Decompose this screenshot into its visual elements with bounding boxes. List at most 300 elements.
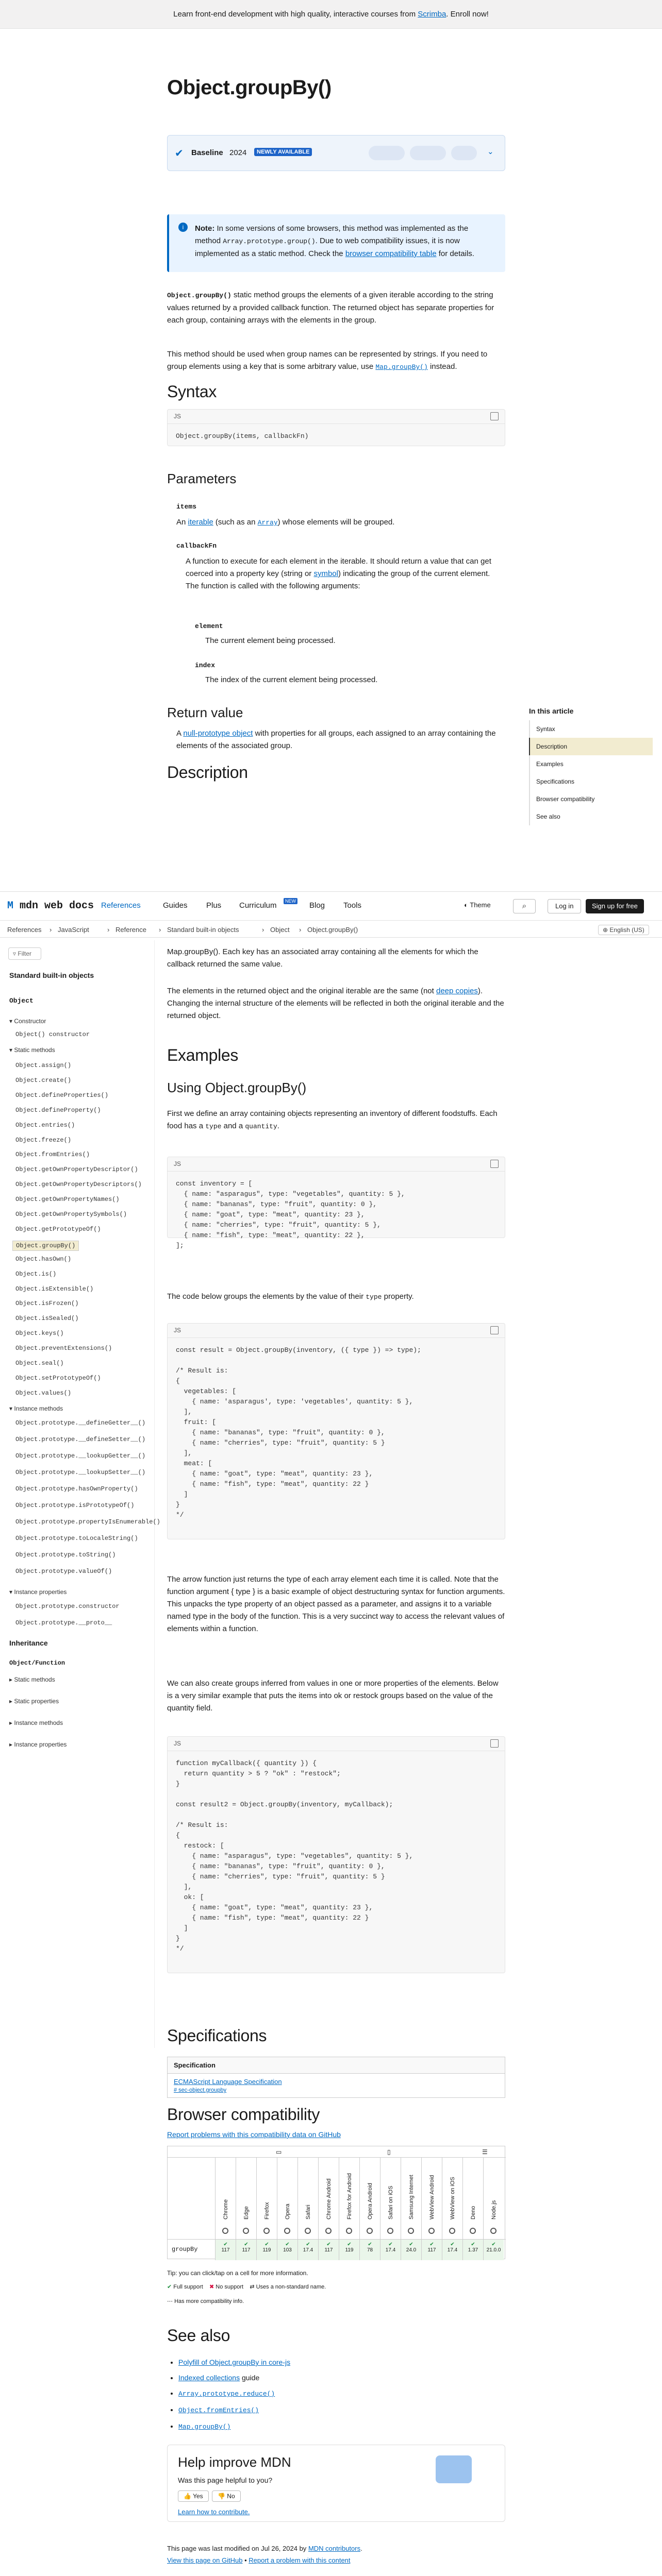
non-standard-icon: ⇄ [250, 2284, 255, 2290]
sidebar-item[interactable]: Object.seal() [15, 1360, 64, 1367]
sidebar-item[interactable]: Object.preventExtensions() [15, 1345, 112, 1352]
description-text-2 [167, 985, 505, 1022]
compat-version: 117 [324, 2247, 333, 2253]
code: const result = Object.groupBy(inventory, ({ type }) => type); /* Result is: { vegetables: [ { name: 'asparagus', type: 'vegetables', quantity: 5 }, ], fruit: [ { name: "bananas", type: "fruit", quantity: 0 }, { name: "cherries", type: "fruit", quantity: 5 } ], meat: [ { name: "goat", type: "meat", quantity: 23 }, { name: "fish", type: "meat", quantity: 22 } ] } */ [176, 1346, 421, 1519]
intro2-end: instead. [429, 362, 457, 371]
text: guide [241, 2374, 260, 2382]
theme-label: Theme [470, 901, 491, 909]
browser-logo-icon [243, 2228, 249, 2234]
full-support-icon: ✔ [285, 2242, 290, 2247]
banner-text: Learn front-end development with high quality, interactive courses from [173, 10, 418, 19]
sidebar-section[interactable]: ▸ Static properties [9, 1698, 59, 1705]
section-label: Instance methods [14, 1405, 63, 1412]
browser-logo-icon [284, 2228, 290, 2234]
crumb[interactable]: Reference [115, 926, 146, 934]
baseline-label: Baseline [191, 148, 223, 157]
param-index-desc: The index of the current element being processed. [205, 675, 378, 684]
no-support-icon: ✖ [209, 2284, 214, 2290]
sidebar-item-active[interactable]: Object.groupBy() [12, 1241, 79, 1251]
nav-guides[interactable]: Guides [163, 901, 188, 910]
compat-browser-header [462, 2158, 483, 2239]
see-also-link[interactable]: Polyfill of Object.groupBy in core-js [178, 2358, 291, 2366]
examples-paragraph-1 [167, 1108, 505, 1133]
browser-name: Safari [305, 2205, 311, 2219]
inline-code: quantity [245, 1123, 277, 1130]
no-button[interactable] [212, 2490, 241, 2502]
toc-item[interactable]: Examples [536, 760, 564, 768]
toc-item[interactable]: Browser compatibility [536, 795, 595, 803]
article-top [0, 29, 662, 905]
browser-name: WebView on iOS [450, 2177, 456, 2219]
compat-cell[interactable] [256, 2240, 277, 2260]
browser-name: Opera [285, 2204, 291, 2219]
sidebar-item[interactable]: Object.getOwnPropertyNames() [15, 1196, 120, 1204]
sidebar-section-instance-properties[interactable]: ▾ Instance properties [9, 1588, 67, 1596]
compat-version: 17.4 [385, 2247, 396, 2253]
list-item [178, 2354, 290, 2370]
examples-paragraph-3: The arrow function just returns the type of each array element each time it is called. Note that the function argument { type } is a basic example of object destructuring syntax for function arguments. This unpacks the type property of an object passed as a parameter, and assigns it to a variable named type in the body of the function. This is a very succinct way to access the relevant values of elements within a function. [167, 1575, 505, 1633]
sidebar-inheritance: Inheritance [9, 1639, 48, 1647]
full-support-icon: ✔ [264, 2242, 269, 2247]
compat-cell[interactable] [462, 2240, 483, 2260]
login-button[interactable]: Log in [548, 899, 581, 913]
text: ) indicating the group of the current element. The function is called with the following arguments: [186, 569, 490, 590]
see-also-link[interactable]: Map.groupBy() [178, 2423, 231, 2431]
sidebar-item[interactable]: Object.fromEntries() [15, 1151, 90, 1159]
list-item [178, 2370, 290, 2385]
sidebar-item[interactable]: Object.prototype.__lookupGetter__() [15, 1452, 146, 1460]
return-value-heading: Return value [167, 705, 243, 720]
note-text-3: for details. [438, 249, 474, 258]
legend-label: No support [216, 2284, 244, 2290]
text: (such as an [215, 518, 256, 527]
more-info-icon: ⋯ [167, 2298, 173, 2304]
crumb[interactable]: Standard built-in objects [167, 926, 239, 934]
text: An [176, 518, 186, 527]
sidebar-item[interactable]: Object.assign() [15, 1062, 72, 1069]
contribute-link[interactable]: Learn how to contribute. [178, 2508, 250, 2516]
description-heading: Description [167, 763, 248, 782]
see-also-link[interactable]: Indexed collections [178, 2374, 240, 2382]
full-support-icon: ✔ [388, 2242, 393, 2247]
sidebar-item[interactable]: Object.prototype.toLocaleString() [15, 1535, 138, 1542]
chevron-down-icon[interactable]: ⌄ [487, 147, 494, 156]
last-modified: This page was last modified on Jul 26, 2024 by MDN contributors. [167, 2545, 362, 2552]
chevron-right-icon: › [107, 926, 110, 934]
compat-version: 117 [242, 2247, 251, 2253]
modified-date: Jul 26, 2024 [261, 2545, 297, 2552]
crumb[interactable]: JavaScript [58, 926, 89, 934]
parameters-heading: Parameters [167, 471, 237, 486]
server-icon: ☰ [482, 2148, 488, 2156]
browser-logo-icon [408, 2228, 414, 2234]
full-support-icon: ✔ [167, 2284, 172, 2290]
mdn-logo[interactable]: M mdn web docs [7, 900, 94, 912]
compat-table [167, 2146, 505, 2259]
return-value-desc [176, 727, 496, 752]
sidebar-item[interactable]: Object.getOwnPropertyDescriptor() [15, 1166, 138, 1174]
theme-switcher[interactable] [464, 901, 491, 909]
section-label: Static methods [14, 1676, 55, 1683]
yes-label: Yes [193, 2493, 203, 2500]
sidebar-section[interactable]: ▸ Instance methods [9, 1719, 63, 1726]
browser-name: Firefox for Android [346, 2173, 353, 2219]
legend-label: Has more compatibility info. [174, 2298, 244, 2304]
array-link[interactable]: Array [257, 519, 278, 527]
compat-version: 78 [367, 2247, 373, 2253]
list-item [178, 2418, 290, 2435]
section-label: Instance properties [14, 1741, 67, 1748]
help-improve-panel [167, 2445, 505, 2522]
compat-table-link[interactable]: browser compatibility table [345, 249, 437, 258]
sidebar-item[interactable]: Object.defineProperty() [15, 1106, 101, 1114]
language-select[interactable] [598, 925, 649, 935]
text: A function to execute for each element in the iterable. It should return a value that can get coerced into a property key (string or [186, 557, 491, 578]
code-lang: JS [174, 1327, 181, 1334]
spec-anchor[interactable]: # sec-object.groupby [174, 2087, 227, 2093]
browser-logo-icon [222, 2228, 228, 2234]
compat-browser-header [277, 2158, 297, 2239]
param-index: index [195, 662, 216, 669]
compat-row [168, 2239, 506, 2260]
full-support-icon: ✔ [429, 2242, 434, 2247]
sidebar-item[interactable]: Object() constructor [15, 1031, 90, 1038]
copy-icon[interactable] [490, 1739, 499, 1748]
baseline-panel[interactable] [167, 135, 505, 171]
promo-banner [0, 0, 662, 29]
code-lang: JS [174, 1740, 181, 1747]
browser-logo-icon [305, 2228, 311, 2234]
nav-tools[interactable]: Tools [343, 901, 362, 910]
sidebar-section[interactable]: ▸ Instance properties [9, 1741, 67, 1748]
syntax-heading: Syntax [167, 382, 217, 401]
browser-name: Safari on iOS [388, 2185, 394, 2219]
compat-browser-header [297, 2158, 318, 2239]
browser-logo-icon [263, 2228, 270, 2234]
sidebar-item[interactable]: Object.prototype.__defineGetter__() [15, 1419, 146, 1427]
filter-icon: ▿ [13, 950, 16, 957]
full-support-icon: ✔ [347, 2242, 352, 2247]
param-callbackfn: callbackFn [176, 542, 217, 550]
text: . [277, 1122, 279, 1130]
list-item [178, 2385, 290, 2402]
page-title: Object.groupBy() [167, 76, 332, 99]
sidebar-item[interactable]: Object.setPrototypeOf() [15, 1374, 101, 1382]
compat-legend [167, 2283, 505, 2290]
sidebar [0, 940, 160, 2048]
sidebar-title[interactable]: Standard built-in objects [9, 971, 94, 979]
compat-cell[interactable] [401, 2240, 421, 2260]
toc-item-active[interactable]: Description [529, 738, 653, 755]
table-of-contents [529, 707, 653, 825]
crumb[interactable]: Object [270, 926, 290, 934]
text: First we define an array containing objects representing an inventory of different foodstuffs. Each food has a [167, 1109, 498, 1130]
sidebar-item[interactable]: Object.is() [15, 1270, 57, 1278]
compat-browser-header [421, 2158, 442, 2239]
browser-name: Deno [470, 2206, 476, 2219]
full-support-icon: ✔ [471, 2242, 475, 2247]
compat-row-label: groupBy [172, 2246, 198, 2253]
null-prototype-link[interactable]: null-prototype object [183, 729, 253, 738]
code-block-groupby [167, 1323, 505, 1539]
sidebar-item[interactable]: Object.prototype.__defineSetter__() [15, 1436, 146, 1443]
compat-version: 24.0 [406, 2247, 417, 2253]
compat-version: 21.0.0 [486, 2247, 501, 2253]
see-also-link[interactable]: Object.fromEntries() [178, 2406, 259, 2414]
full-support-icon: ✔ [223, 2242, 228, 2247]
section-label: Constructor [14, 1018, 46, 1025]
compat-cell[interactable] [421, 2240, 442, 2260]
browser-name: Edge [243, 2206, 250, 2219]
browser-name: Firefox [264, 2202, 270, 2219]
view-github-link[interactable]: View this page on GitHub [167, 2556, 243, 2564]
code: const inventory = [ { name: "asparagus", type: "vegetables", quantity: 5 }, { name: "bananas", type: "fruit", quantity: 0 }, { name: "goat", type: "meat", quantity: 23 }, { name: "cherries", type: "fruit", quantity: 5 }, { name: "fish", type: "meat", quantity: 22 }, ]; [176, 1180, 405, 1249]
sidebar-section-instance-methods[interactable]: ▾ Instance methods [9, 1405, 63, 1412]
filter-input[interactable] [8, 947, 41, 960]
intro-code: Object.groupBy() [167, 292, 231, 299]
deep-copies-link[interactable]: deep copies [436, 987, 478, 995]
sidebar-function[interactable]: Object/Function [9, 1659, 65, 1667]
intro-text: static method groups the elements of a given iterable according to the string values returned by a provided callback function. The returned object has separate properties for each group, containing arrays with the elements in the group. [167, 291, 494, 325]
compat-cell[interactable] [297, 2240, 318, 2260]
full-support-icon: ✔ [409, 2242, 413, 2247]
nav-curriculum[interactable]: Curriculum [239, 901, 277, 910]
compat-version: 1.37 [468, 2247, 478, 2253]
param-element-desc: The current element being processed. [205, 636, 336, 645]
contributors-link[interactable]: MDN contributors [308, 2545, 361, 2552]
note-callout [167, 214, 505, 272]
sidebar-item[interactable]: Object.prototype.propertyIsEnumerable() [15, 1518, 160, 1526]
text: property. [384, 1292, 414, 1301]
spec-table [167, 2057, 505, 2098]
mobile-icon: ▯ [387, 2148, 391, 2156]
globe-icon: ⊕ [603, 926, 608, 934]
info-icon: i [178, 223, 188, 232]
sticky-header [0, 891, 662, 938]
browser-logo-icon [367, 2228, 373, 2234]
sidebar-item[interactable]: Object.freeze() [15, 1136, 72, 1144]
spec-header: Specification [168, 2057, 505, 2074]
sidebar-item[interactable]: Object.prototype.toString() [15, 1551, 116, 1558]
top-navbar [0, 892, 662, 921]
compat-version: 17.4 [303, 2247, 313, 2253]
sidebar-item[interactable]: Object.hasOwn() [15, 1255, 72, 1263]
spec-link[interactable]: ECMAScript Language Specification [174, 2078, 282, 2086]
search-button[interactable] [513, 899, 536, 913]
section-label: Instance properties [14, 1588, 67, 1596]
search-icon: ⌕ [522, 902, 527, 910]
yes-button[interactable] [178, 2490, 209, 2502]
full-support-icon: ✔ [368, 2242, 372, 2247]
legend-label: Uses a non-standard name. [256, 2284, 326, 2290]
compat-cell[interactable] [483, 2240, 504, 2260]
note-text: In some versions of some browsers, this method was implemented as the method [195, 224, 469, 245]
compat-cell[interactable] [277, 2240, 297, 2260]
compat-version: 17.4 [447, 2247, 458, 2253]
compat-browser-header [359, 2158, 380, 2239]
browser-icons-group [410, 146, 446, 160]
see-also-list [178, 2354, 290, 2435]
sidebar-item[interactable]: Object.defineProperties() [15, 1091, 109, 1099]
thumbs-down-icon: 👎 [218, 2493, 225, 2500]
specifications-heading: Specifications [167, 2026, 267, 2045]
section-label: Static methods [14, 1046, 55, 1054]
sidebar-item[interactable]: Object.entries() [15, 1121, 75, 1129]
compat-cell[interactable] [380, 2240, 401, 2260]
text: with properties for all groups, each assigned to an array containing the elements of the associated group. [176, 729, 496, 750]
compat-legend-2 [167, 2298, 244, 2304]
text: ) whose elements will be grouped. [277, 518, 395, 527]
nav-blog[interactable]: Blog [309, 901, 325, 910]
symbol-link[interactable]: symbol [313, 569, 338, 578]
full-support-icon: ✔ [450, 2242, 455, 2247]
compat-cell[interactable] [318, 2240, 339, 2260]
see-also-heading: See also [167, 2326, 230, 2345]
chat-bubbles-icon [436, 2455, 472, 2483]
compat-cell[interactable] [236, 2240, 256, 2260]
inline-code: type [205, 1123, 222, 1130]
compat-version: 119 [345, 2247, 354, 2253]
sidebar-item[interactable]: Object.prototype.constructor [15, 1603, 120, 1610]
sidebar-item[interactable]: Object.keys() [15, 1330, 64, 1337]
browser-logo-icon [346, 2228, 352, 2234]
examples-paragraph-2 [167, 1291, 505, 1303]
sidebar-item[interactable]: Object.prototype.__lookupSetter__() [15, 1469, 146, 1476]
intro-paragraph [167, 289, 505, 327]
compat-browser-header [318, 2158, 339, 2239]
sidebar-section[interactable]: ▸ Static methods [9, 1676, 55, 1683]
browser-icons-group [369, 146, 405, 160]
check-icon: ✔ [175, 148, 184, 159]
copy-icon[interactable] [490, 412, 499, 420]
code: function myCallback({ quantity }) { return quantity > 5 ? "ok" : "restock"; } const result2 = Object.groupBy(inventory, myCallback); /* Result is: { restock: [ { name: "asparagus", type: "vegetables", quantity: 5 }, { name: "bananas", type: "fruit", quantity: 0 }, { name: "cherries", type: "fruit", quantity: 5 } ], ok: [ { name: "goat", type: "meat", quantity: 23 }, { name: "fish", type: "meat", quantity: 22 } ] } */ [176, 1759, 413, 1953]
compat-cell[interactable] [215, 2240, 236, 2260]
browser-name: Samsung Internet [408, 2175, 415, 2219]
browser-logo-icon [428, 2228, 435, 2234]
chevron-right-icon: › [49, 926, 52, 934]
param-items: items [176, 503, 197, 511]
text: by [299, 2545, 307, 2552]
copy-icon[interactable] [490, 1326, 499, 1334]
see-also-link[interactable]: Array.prototype.reduce() [178, 2390, 275, 2398]
examples-heading: Examples [167, 1046, 239, 1064]
note-text-2: . Due to web compatibility issues, it is now implemented as a static method. Check the [195, 236, 460, 258]
new-badge: NEW [284, 898, 297, 904]
compat-cell[interactable] [442, 2240, 462, 2260]
compat-tip: Tip: you can click/tap on a cell for more information. [167, 2269, 308, 2277]
browser-icons-group [451, 146, 477, 160]
breadcrumb [0, 921, 662, 938]
sidebar-item[interactable]: Object.getOwnPropertyDescriptors() [15, 1181, 142, 1189]
compat-cell[interactable] [339, 2240, 359, 2260]
text: and a [223, 1122, 243, 1130]
description-text-1: Map.groupBy(). Each key has an associated array containing all the elements for which the callback returned the same value. [167, 947, 478, 969]
sidebar-item[interactable]: Object.isFrozen() [15, 1300, 79, 1308]
nav-plus[interactable]: Plus [206, 901, 222, 910]
chevron-right-icon: › [159, 926, 161, 934]
inline-code: type [366, 1293, 382, 1301]
sidebar-item[interactable]: Object.prototype.valueOf() [15, 1568, 112, 1575]
help-question: Was this page helpful to you? [178, 2476, 273, 2484]
sidebar-item[interactable]: Object.create() [15, 1076, 72, 1084]
nav-references[interactable]: References [101, 901, 141, 910]
report-compat-link[interactable]: Report problems with this compatibility data on GitHub [167, 2130, 341, 2139]
sidebar-object[interactable]: Object [9, 997, 34, 1005]
browser-logo-icon [470, 2228, 476, 2234]
sidebar-section-static[interactable]: ▾ Static methods [9, 1046, 55, 1054]
copy-icon[interactable] [490, 1160, 499, 1168]
browser-logo-icon [490, 2228, 496, 2234]
thumbs-up-icon: 👍 [184, 2493, 191, 2500]
sidebar-item[interactable]: Object.prototype.hasOwnProperty() [15, 1485, 138, 1493]
sidebar-item[interactable]: Object.isExtensible() [15, 1285, 94, 1293]
compat-version: 103 [283, 2247, 292, 2253]
code-block-inventory [167, 1157, 505, 1249]
compat-cell[interactable] [359, 2240, 380, 2260]
sidebar-item[interactable]: Object.getPrototypeOf() [15, 1225, 101, 1233]
full-support-icon: ✔ [326, 2242, 331, 2247]
sidebar-section-constructor[interactable]: ▾ Constructor [9, 1018, 46, 1025]
logo-text: mdn web docs [20, 900, 94, 912]
sidebar-item[interactable]: Object.getOwnPropertySymbols() [15, 1211, 127, 1218]
section-label: Static properties [14, 1698, 59, 1705]
list-item [178, 2402, 290, 2418]
text: A [176, 729, 181, 738]
map-groupby-link[interactable]: Map.groupBy() [375, 363, 428, 371]
crumb[interactable]: References [7, 926, 42, 934]
code-lang: JS [174, 413, 181, 420]
sidebar-item[interactable]: Object.isSealed() [15, 1315, 79, 1323]
param-items-desc [176, 516, 496, 529]
toc-item[interactable]: See also [536, 813, 560, 820]
crumb-current: Object.groupBy() [307, 926, 358, 934]
compat-platform-row [168, 2146, 506, 2158]
theme-icon: ◐ [464, 901, 468, 909]
browser-name: WebView Android [429, 2175, 435, 2219]
report-problem-link[interactable]: Report a problem with this content [249, 2556, 351, 2564]
signup-button[interactable]: Sign up for free [586, 899, 644, 913]
compat-browser-header [442, 2158, 462, 2239]
baseline-year: 2024 [229, 148, 247, 157]
compat-heading: Browser compatibility [167, 2105, 320, 2124]
chevron-right-icon: › [262, 926, 264, 934]
compat-version: 117 [427, 2247, 436, 2253]
compat-browser-header [215, 2158, 236, 2239]
code-block-callback [167, 1736, 505, 1973]
text: ). Changing the internal structure of the elements will be reflected in both the original iterable and the returned object. [167, 987, 504, 1020]
toc-item[interactable]: Specifications [536, 778, 575, 785]
full-support-icon: ✔ [491, 2242, 496, 2247]
compat-browser-header [236, 2158, 256, 2239]
browser-name: Chrome Android [326, 2178, 332, 2219]
note-label: Note: [195, 224, 215, 233]
section-label: Instance methods [14, 1719, 63, 1726]
compat-version: 119 [262, 2247, 271, 2253]
sidebar-item[interactable]: Object.values() [15, 1389, 72, 1397]
baseline-badge: NEWLY AVAILABLE [254, 148, 312, 156]
intro2-text: This method should be used when group names can be represented by strings. If you need to group elements using a key that is some arbitrary value, use [167, 350, 488, 371]
compat-browser-header [339, 2158, 359, 2239]
full-support-icon: ✔ [244, 2242, 249, 2247]
toc-item[interactable]: Syntax [536, 725, 555, 733]
iterable-link[interactable]: iterable [188, 518, 213, 527]
full-support-icon: ✔ [306, 2242, 310, 2247]
note-code: Array.prototype.group() [223, 238, 316, 245]
text: The elements in the returned object and the original iterable are the same (not [167, 987, 434, 995]
sidebar-item[interactable]: Object.prototype.isPrototypeOf() [15, 1502, 135, 1509]
banner-link[interactable]: Scrimba [418, 10, 446, 19]
sidebar-item[interactable]: Object.prototype.__proto__ [15, 1619, 112, 1626]
